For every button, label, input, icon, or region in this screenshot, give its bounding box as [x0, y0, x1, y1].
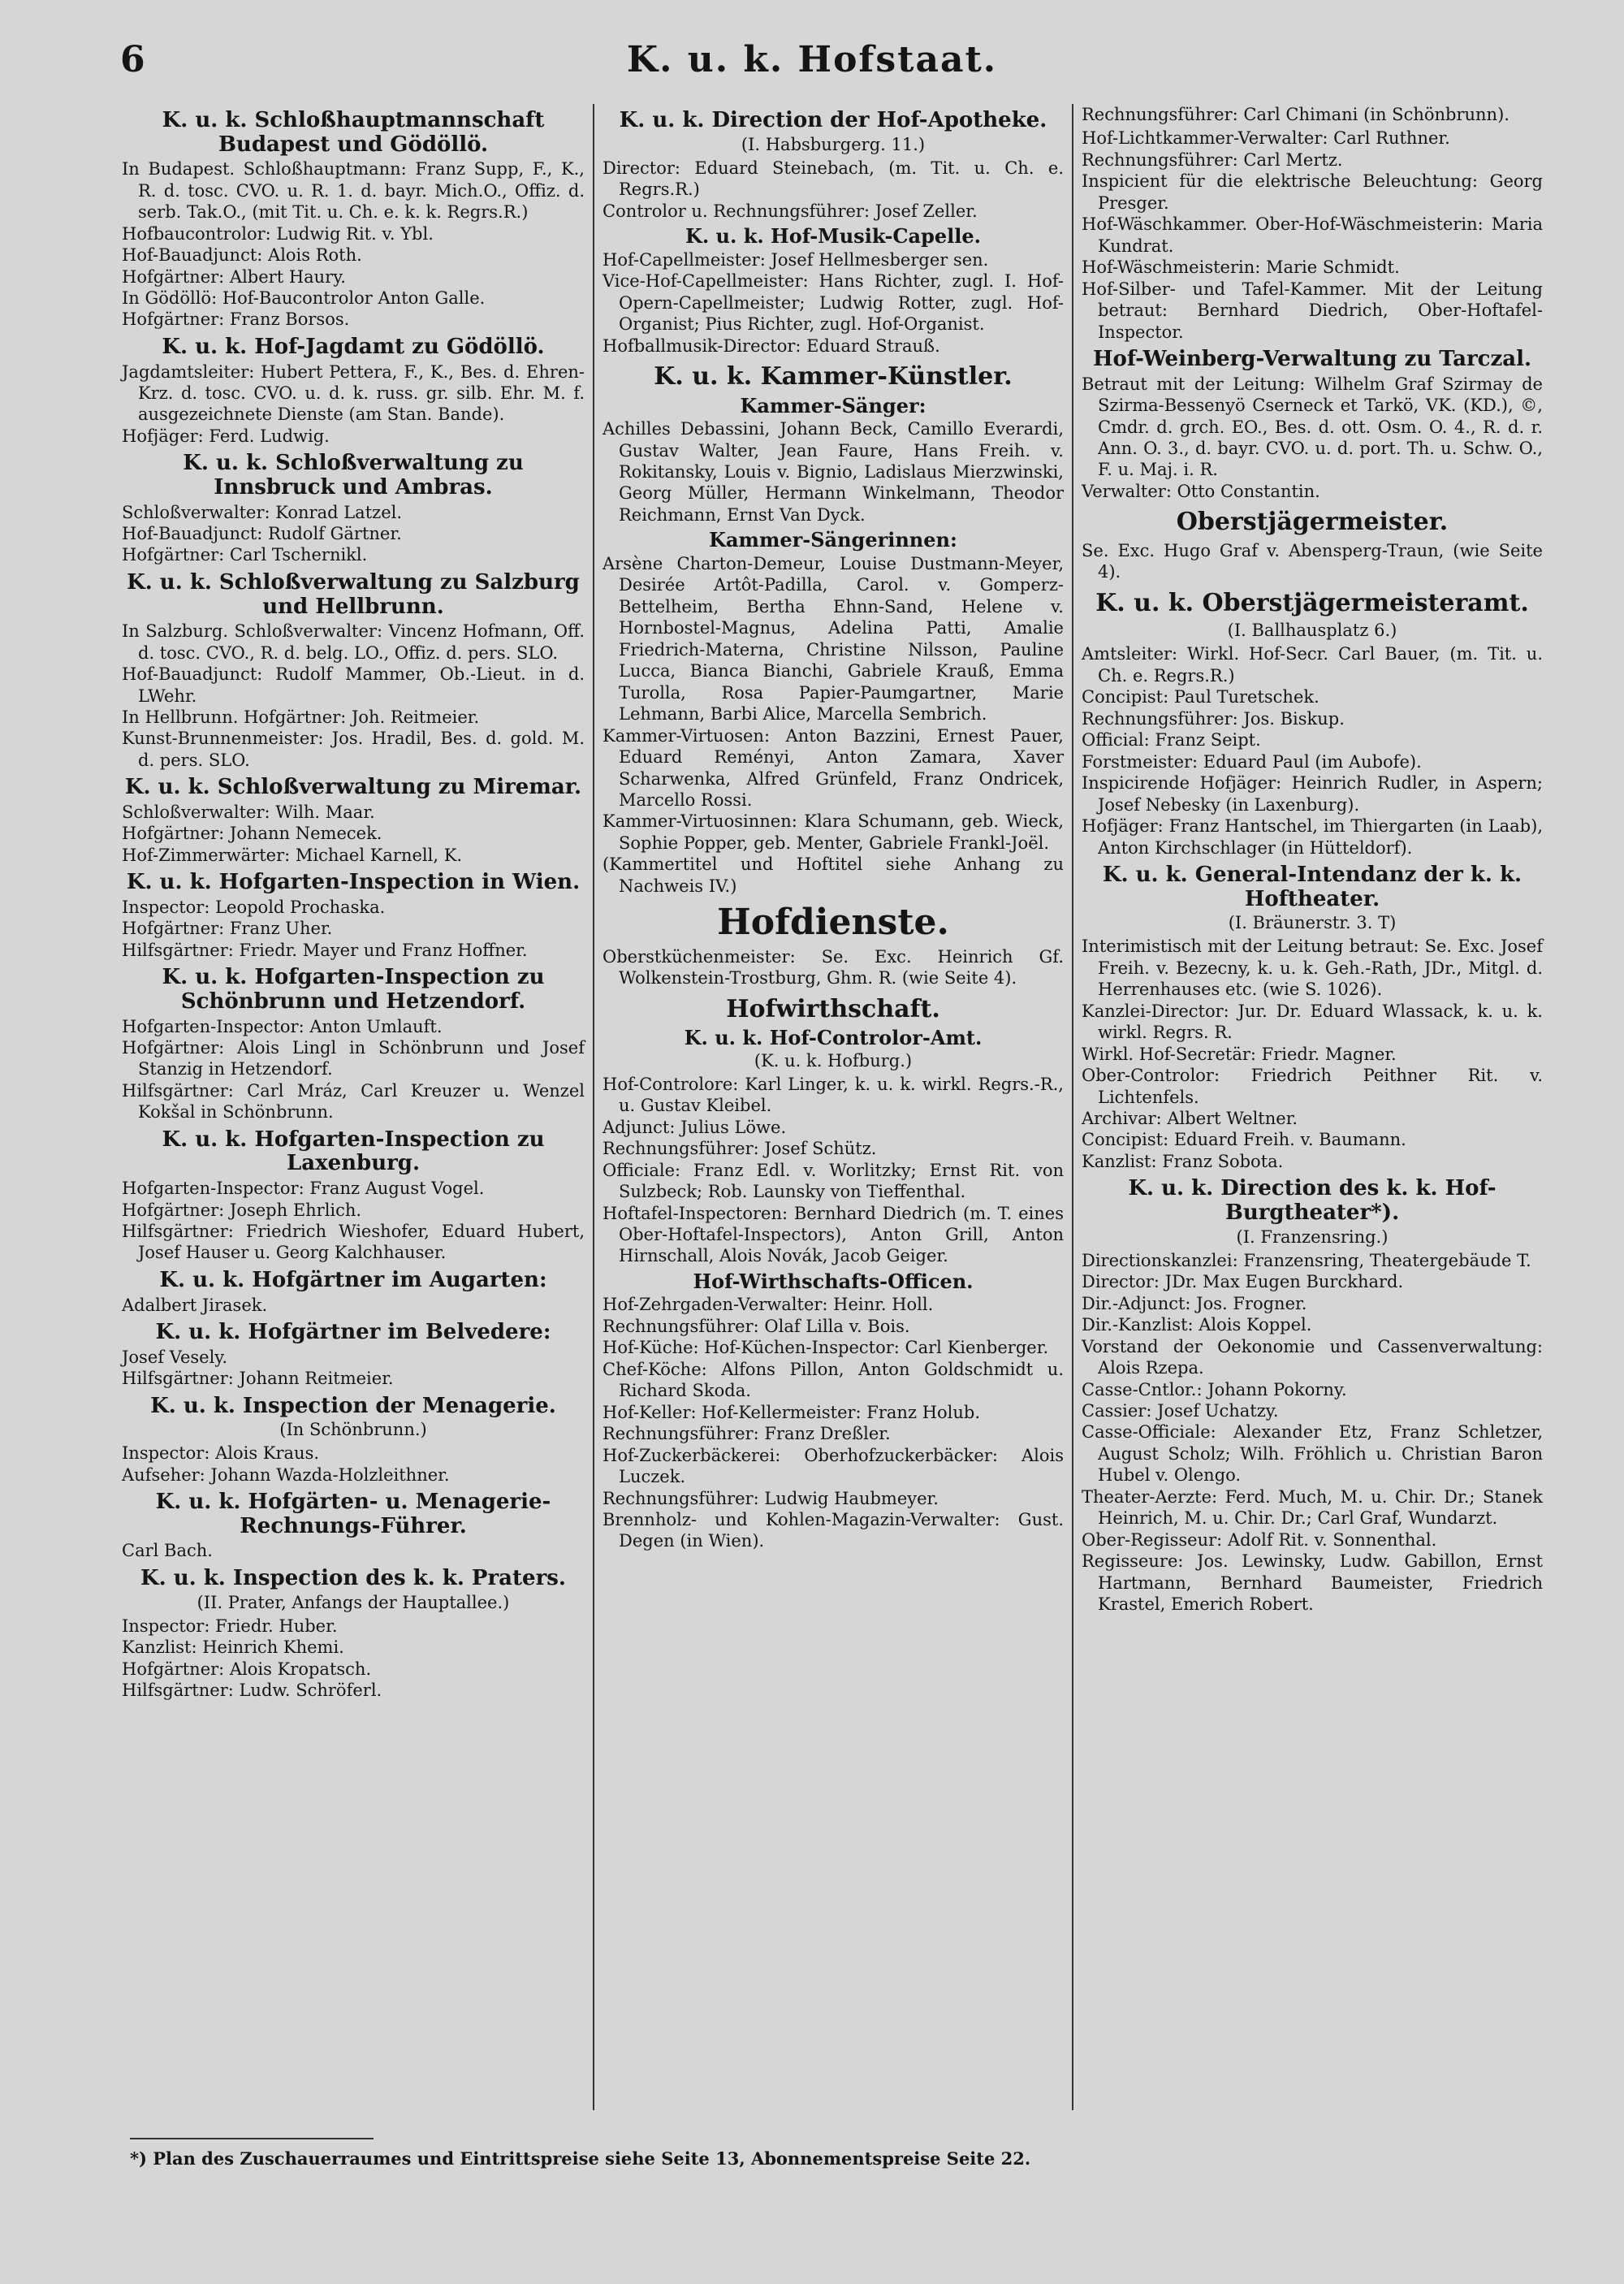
office-heading: K. u. k. Schloßverwaltung zu Innsbruck und Ambras. [183, 451, 524, 500]
entry-line: Betraut mit der Leitung: Wilhelm Graf Szirmay de Szirma-Bessenyö Cserneck et Tarkö, VK. (KD.), ©, Cmdr. d. grch. EO., Bes. d. ott. Osm. O. 4., R. d. r. Ann. O. 3., d. bayr. CVO. u. d. port. Th. u. Schw. O., F. u. Maj. i. R. [1082, 374, 1543, 480]
entry-line: Controlor u. Rechnungsführer: Josef Zeller. [603, 201, 978, 221]
entry-line: Dir.-Kanzlist: Alois Koppel. [1082, 1315, 1312, 1335]
entry-line: Rechnungsführer: Olaf Lilla v. Bois. [603, 1316, 910, 1336]
entry-line: Vorstand der Oekonomie und Cassenverwaltung: Alois Rzepa. [1082, 1336, 1543, 1378]
entry-line: Rechnungsführer: Carl Chimani (in Schönbrunn). [1082, 105, 1510, 124]
office-address: (In Schönbrunn.) [279, 1420, 427, 1440]
entry-line: Cassier: Josef Uchatzy. [1082, 1400, 1279, 1421]
entry-line: Oberstküchenmeister: Se. Exc. Heinrich Gf. Wolkenstein-Trostburg, Ghm. R. (wie Seite 4). [603, 946, 1064, 988]
entry-block [122, 452, 585, 566]
office-heading: K. u. k. Hofgarten-Inspection in Wien. [126, 870, 581, 895]
office-heading: K. u. k. Direction der Hof-Apotheke. [619, 108, 1047, 132]
entry-block [603, 903, 1064, 988]
entry-block [1082, 128, 1543, 343]
office-heading: K. u. k. Inspection der Menagerie. [150, 1393, 556, 1418]
entry-line: Directionskanzlei: Franzensring, Theatergebäude T. [1082, 1250, 1531, 1270]
section-heading: Oberstjägermeister. [1176, 508, 1449, 537]
entry-block [122, 1490, 585, 1562]
entry-line: Verwalter: Otto Constantin. [1082, 481, 1320, 501]
office-heading: K. u. k. Inspection des k. k. Praters. [140, 1565, 566, 1590]
entry-line: Kammer-Virtuosinnen: Klara Schumann, geb. Wieck, Sophie Popper, geb. Menter, Gabriele Frankl-Joël. [603, 811, 1064, 853]
entry-line: Kammer-Virtuosen: Anton Bazzini, Ernest Pauer, Eduard Reményi, Anton Zamara, Xaver Scharwenka, Alfred Grünfeld, Franz Ondricek, Marcello Rossi. [603, 725, 1064, 810]
entry-line: Casse-Cntlor.: Johann Pokorny. [1082, 1379, 1347, 1399]
office-heading: K. u. k. Hofgärtner im Augarten: [159, 1267, 547, 1292]
section-heading: K. u. k. Kammer-Künstler. [654, 362, 1013, 391]
office-address: (I. Franzensring.) [1236, 1226, 1389, 1247]
entry-block [122, 1269, 585, 1316]
office-heading: K. u. k. Hofgärten- u. Menagerie-Rechnungs-Führer. [155, 1490, 551, 1538]
entry-line: Achilles Debassini, Johann Beck, Camillo Everardi, Gustav Walter, Jean Faure, Hans Freih. v. Rokitansky, Louis v. Bignio, Ladislaus Mierzwinski, Georg Müller, Hermann Winkelmann, Theodor Reichmann, Ernst Van Dyck. [603, 419, 1064, 525]
entry-line: Hofgärtner: Alois Lingl in Schönbrunn und Josef Stanzig in Hetzendorf. [122, 1038, 585, 1079]
entry-block [122, 335, 585, 447]
running-head: K. u. k. Hofstaat. [626, 39, 998, 80]
entry-line: Rechnungsführer: Ludwig Haubmeyer. [603, 1488, 939, 1508]
entry-block [603, 1270, 1064, 1552]
entry-line: Hofgärtner: Johann Nemecek. [122, 824, 382, 844]
entry-line: (Kammertitel und Hoftitel siehe Anhang zu Nachweis IV.) [603, 854, 1064, 896]
entry-line: Hof-Controlore: Karl Linger, k. u. k. wirkl. Regrs.-R., u. Gustav Kleibel. [603, 1074, 1064, 1116]
major-section-heading: Hofdienste. [717, 902, 949, 944]
entry-line: Regisseure: Jos. Lewinsky, Ludw. Gabillon, Ernst Hartmann, Bernhard Baumeister, Friedrich Krastel, Emerich Robert. [1082, 1551, 1543, 1615]
entry-line: Inspector: Leopold Prochaska. [122, 897, 386, 917]
entry-line: Hilfsgärtner: Friedrich Wieshofer, Eduard Hubert, Josef Hauser u. Georg Kalchhauser. [122, 1221, 585, 1263]
entry-block [122, 1321, 585, 1390]
entry-block [1082, 104, 1543, 125]
office-heading: K. u. k. Hof-Jagdamt zu Gödöllö. [162, 334, 545, 359]
entry-line: Hof-Wäschmeisterin: Marie Schmidt. [1082, 257, 1400, 278]
entry-line: Hofgärtner: Carl Tschernikl. [122, 545, 368, 565]
entry-line: Hof-Zuckerbäckerei: Oberhofzuckerbäcker: Alois Luczek. [603, 1445, 1064, 1487]
entry-block [122, 966, 585, 1123]
entry-line: Se. Exc. Hugo Graf v. Abensperg-Traun, (wie Seite 4). [1082, 540, 1543, 582]
entry-block [1082, 863, 1543, 1172]
entry-line: Chef-Köche: Alfons Pillon, Anton Goldschmidt u. Richard Skoda. [603, 1359, 1064, 1401]
entry-line: Hofgärtner: Franz Uher. [122, 919, 333, 939]
entry-line: Wirkl. Hof-Secretär: Friedr. Magner. [1082, 1044, 1397, 1064]
entry-line: Hof-Capellmeister: Josef Hellmesberger sen. [603, 249, 989, 270]
entry-line: Adalbert Jirasek. [122, 1295, 268, 1315]
page-number: 6 [120, 39, 145, 80]
entry-line: Kanzlei-Director: Jur. Dr. Eduard Wlassack, k. u. k. wirkl. Regrs. R. [1082, 1001, 1543, 1043]
entry-line: Concipist: Eduard Freih. v. Baumann. [1082, 1130, 1406, 1150]
office-heading: K. u. k. General-Intendanz der k. k. Hoftheater. [1102, 862, 1522, 911]
entry-line: In Budapest. Schloßhauptmann: Franz Supp, F., K., R. d. tosc. CVO. u. R. 1. d. bayr. Mich.O., Offiz. d. serb. Tak.O., (mit Tit. u. Ch. e. k. k. Regrs.R.) [122, 159, 585, 223]
entry-line: Schloßverwalter: Konrad Latzel. [122, 502, 403, 522]
entry-line: Director: JDr. Max Eugen Burckhard. [1082, 1272, 1404, 1292]
entry-line: Arsène Charton-Demeur, Louise Dustmann-Meyer, Desirée Artôt-Padilla, Carol. v. Gomperz-Bettelheim, Bertha Ehnn-Sand, Helene v. Hornbostel-Magnus, Adelina Patti, Amalie Friedrich-Materna, Christine Nilsson, Pauline Lucca, Bianca Bianchi, Gabriele Krauß, Emma Turolla, Rosa Papier-Paumgartner, Marie Lehmann, Barbi Alice, Marcella Sembrich. [603, 553, 1064, 725]
entry-line: Hof-Bauadjunct: Rudolf Gärtner. [122, 524, 402, 544]
entry-line: Officiale: Franz Edl. v. Worlitzky; Ernst Rit. von Sulzbeck; Rob. Launsky von Tieffenthal. [603, 1160, 1064, 1202]
office-heading: K. u. k. Schloßverwaltung zu Salzburg und Hellbrunn. [127, 569, 580, 619]
office-heading: K. u. k. Hofgarten-Inspection zu Laxenburg. [162, 1127, 545, 1176]
office-address: (I. Ballhausplatz 6.) [1227, 621, 1397, 641]
entry-line: Forstmeister: Eduard Paul (im Aubofe). [1082, 751, 1422, 772]
entry-line: Hofjäger: Ferd. Ludwig. [122, 426, 330, 446]
entry-line: Rechnungsführer: Jos. Biskup. [1082, 708, 1345, 729]
entry-line: In Gödöllö: Hof-Baucontrolor Anton Galle. [122, 288, 486, 308]
entry-line: Schloßverwalter: Wilh. Maar. [122, 802, 375, 822]
entry-block [1082, 590, 1543, 859]
entry-line: Brennholz- und Kohlen-Magazin-Verwalter: Gust. Degen (in Wien). [603, 1510, 1064, 1551]
entry-line: Hilfsgärtner: Carl Mráz, Carl Kreuzer u. Wenzel Kokšal in Schönbrunn. [122, 1080, 585, 1123]
entry-line: Hofgärtner: Alois Kropatsch. [122, 1659, 372, 1679]
entry-line: Hofgarten-Inspector: Anton Umlauft. [122, 1016, 443, 1036]
entry-line: Inspector: Alois Kraus. [122, 1443, 320, 1464]
entry-line: Hilfsgärtner: Johann Reitmeier. [122, 1369, 394, 1389]
entry-block [122, 109, 585, 331]
office-heading: K. u. k. Hofgärtner im Belvedere: [155, 1319, 551, 1344]
entry-block [603, 109, 1064, 222]
entry-line: Kanzlist: Heinrich Khemi. [122, 1637, 344, 1658]
section-heading: Hofwirthschaft. [726, 994, 940, 1023]
entry-line: Amtsleiter: Wirkl. Hof-Secr. Carl Bauer, (m. Tit. u. Ch. e. Regrs.R.) [1082, 644, 1543, 686]
entry-block [603, 996, 1064, 1267]
entry-line: Rechnungsführer: Carl Mertz. [1082, 149, 1343, 170]
entry-line: Hof-Keller: Hof-Kellermeister: Franz Holub. [603, 1402, 981, 1422]
sub-heading: K. u. k. Hof-Controlor-Amt. [684, 1026, 983, 1050]
entry-line: Hof-Silber- und Tafel-Kammer. Mit der Leitung betraut: Bernhard Diedrich, Ober-Hoftafel-Inspector. [1082, 279, 1543, 342]
entry-line: Hof-Bauadjunct: Rudolf Mammer, Ob.-Lieut. in d. LWehr. [122, 664, 585, 706]
sub-heading: Kammer-Sängerinnen: [709, 528, 957, 552]
entry-line: Hof-Zehrgaden-Verwalter: Heinr. Holl. [603, 1295, 934, 1315]
entry-line: Official: Franz Seipt. [1082, 730, 1261, 751]
footnote: *) Plan des Zuschauerraumes und Eintrittspreise siehe Seite 13, Abonnementspreise Seite 22. [130, 2148, 1031, 2169]
entry-line: Hofjäger: Franz Hantschel, im Thiergarten (in Laab), Anton Kirchschlager (in Hütteldorf). [1082, 816, 1543, 858]
entry-line: Kanzlist: Franz Sobota. [1082, 1151, 1284, 1171]
entry-line: Hoftafel-Inspectoren: Bernhard Diedrich (m. T. eines Ober-Hoftafel-Inspectors), Anton Grill, Anton Hirnschall, Alois Novák, Jacob Geiger. [603, 1203, 1064, 1266]
entry-line: Kunst-Brunnenmeister: Jos. Hradil, Bes. d. gold. M. d. pers. SLO. [122, 729, 585, 770]
office-heading: K. u. k. Direction des k. k. Hof-Burgtheater*). [1128, 1176, 1497, 1225]
entry-line: Hilfsgärtner: Friedr. Mayer und Franz Hoffner. [122, 940, 528, 960]
entry-line: Rechnungsführer: Josef Schütz. [603, 1139, 877, 1159]
entry-line: Hofgärtner: Franz Borsos. [122, 309, 350, 330]
office-heading: Hof-Weinberg-Verwaltung zu Tarczal. [1092, 346, 1532, 371]
entry-line: Dir.-Adjunct: Jos. Frogner. [1082, 1293, 1307, 1313]
entry-line: Vice-Hof-Capellmeister: Hans Richter, zugl. I. Hof-Opern-Capellmeister; Ludwig Rotter, zugl. Hof-Organist; Pius Richter, zugl. Hof-Organist. [603, 271, 1064, 335]
entry-line: Inspicient für die elektrische Beleuchtung: Georg Presger. [1082, 171, 1543, 213]
entry-line: Inspector: Friedr. Huber. [122, 1616, 338, 1636]
entry-line: Hofgarten-Inspector: Franz August Vogel. [122, 1179, 485, 1199]
entry-block [122, 1128, 585, 1264]
sub-heading: Kammer-Sänger: [740, 393, 926, 417]
entry-line: Josef Vesely. [122, 1347, 228, 1367]
entry-line: Hofgärtner: Joseph Ehrlich. [122, 1200, 362, 1220]
entry-line: Theater-Aerzte: Ferd. Much, M. u. Chir. Dr.; Stanek Heinrich, M. u. Chir. Dr.; Carl Graf, Wundarzt. [1082, 1486, 1543, 1529]
office-address: (II. Prater, Anfangs der Hauptallee.) [197, 1592, 510, 1612]
column-left [114, 104, 593, 2110]
entry-line: Rechnungsführer: Franz Dreßler. [603, 1424, 891, 1444]
office-heading: K. u. k. Hofgarten-Inspection zu Schönbrunn und Hetzendorf. [162, 965, 545, 1014]
sub-heading: K. u. k. Hof-Musik-Capelle. [685, 224, 981, 249]
office-heading: K. u. k. Schloßhauptmannschaft Budapest und Gödöllö. [162, 108, 545, 157]
office-address: (K. u. k. Hofburg.) [754, 1050, 913, 1071]
entry-block [1082, 1177, 1543, 1615]
page-header [0, 39, 1624, 96]
entry-line: Aufseher: Johann Wazda-Holzleithner. [122, 1464, 450, 1485]
office-address: (I. Bräunerstr. 3. T) [1228, 913, 1397, 933]
entry-line: In Salzburg. Schloßverwalter: Vincenz Hofmann, Off. d. tosc. CVO., R. d. belg. LO., Offiz. d. pers. SLO. [122, 621, 585, 663]
entry-block [122, 1567, 585, 1702]
entry-block [122, 871, 585, 961]
entry-line: Casse-Officiale: Alexander Etz, Franz Schletzer, August Scholz; Wilh. Fröhlich u. Christian Baron Hubel v. Olengo. [1082, 1422, 1543, 1486]
office-address: (I. Habsburgerg. 11.) [741, 134, 926, 154]
entry-block [603, 225, 1064, 357]
entry-line: Hof-Wäschkammer. Ober-Hof-Wäschmeisterin: Maria Kundrat. [1082, 214, 1543, 256]
entry-line: Hofgärtner: Albert Haury. [122, 266, 346, 287]
section-heading: K. u. k. Oberstjägermeisteramt. [1095, 588, 1529, 617]
entry-line: Ober-Regisseur: Adolf Rit. v. Sonnenthal. [1082, 1529, 1437, 1550]
sub-heading: Hof-Wirthschafts-Officen. [693, 1269, 974, 1293]
column-middle [593, 104, 1072, 2110]
office-heading: K. u. k. Schloßverwaltung zu Miremar. [124, 775, 582, 800]
column-right [1072, 104, 1551, 2110]
text-columns [114, 104, 1559, 2110]
entry-line: Concipist: Paul Turetschek. [1082, 687, 1320, 707]
entry-line: In Hellbrunn. Hofgärtner: Joh. Reitmeier. [122, 707, 480, 727]
entry-block [122, 776, 585, 866]
entry-line: Interimistisch mit der Leitung betraut: Se. Exc. Josef Freih. v. Bezecny, k. u. k. Geh.-Rath, JDr., Mitgl. d. Herrenhauses etc. (wie S. 1026). [1082, 937, 1543, 1000]
entry-block [122, 571, 585, 771]
entry-line: Hofbaucontrolor: Ludwig Rit. v. Ybl. [122, 223, 434, 244]
entry-line: Hof-Bauadjunct: Alois Roth. [122, 245, 362, 266]
entry-block [122, 1395, 585, 1486]
footnote-rule [130, 2138, 374, 2139]
entry-line: Adjunct: Julius Löwe. [603, 1117, 787, 1137]
entry-line: Hofballmusik-Director: Eduard Strauß. [603, 335, 940, 356]
entry-line: Hof-Küche: Hof-Küchen-Inspector: Carl Kienberger. [603, 1338, 1049, 1358]
entry-line: Hilfsgärtner: Ludw. Schröferl. [122, 1681, 382, 1701]
entry-line: Jagdamtsleiter: Hubert Pettera, F., K., Bes. d. Ehren-Krz. d. tosc. CVO. u. d. k. russ. gr. silb. Ehr. M. f. ausgezeichnete Dienste (am Stan. Bande). [122, 361, 585, 425]
entry-line: Archivar: Albert Weltner. [1082, 1109, 1298, 1129]
entry-block [1082, 348, 1543, 502]
entry-block [1082, 508, 1543, 582]
entry-line: Carl Bach. [122, 1541, 213, 1561]
entry-line: Hof-Lichtkammer-Verwalter: Carl Ruthner. [1082, 128, 1450, 149]
entry-line: Director: Eduard Steinebach, (m. Tit. u. Ch. e. Regrs.R.) [603, 158, 1064, 200]
entry-line: Inspicirende Hofjäger: Heinrich Rudler, in Aspern; Josef Nebesky (in Laxenburg). [1082, 773, 1543, 815]
entry-block [603, 529, 1064, 897]
entry-line: Ober-Controlor: Friedrich Peithner Rit. v. Lichtenfels. [1082, 1066, 1543, 1107]
entry-block [603, 363, 1064, 526]
entry-line: Hof-Zimmerwärter: Michael Karnell, K. [122, 845, 463, 865]
